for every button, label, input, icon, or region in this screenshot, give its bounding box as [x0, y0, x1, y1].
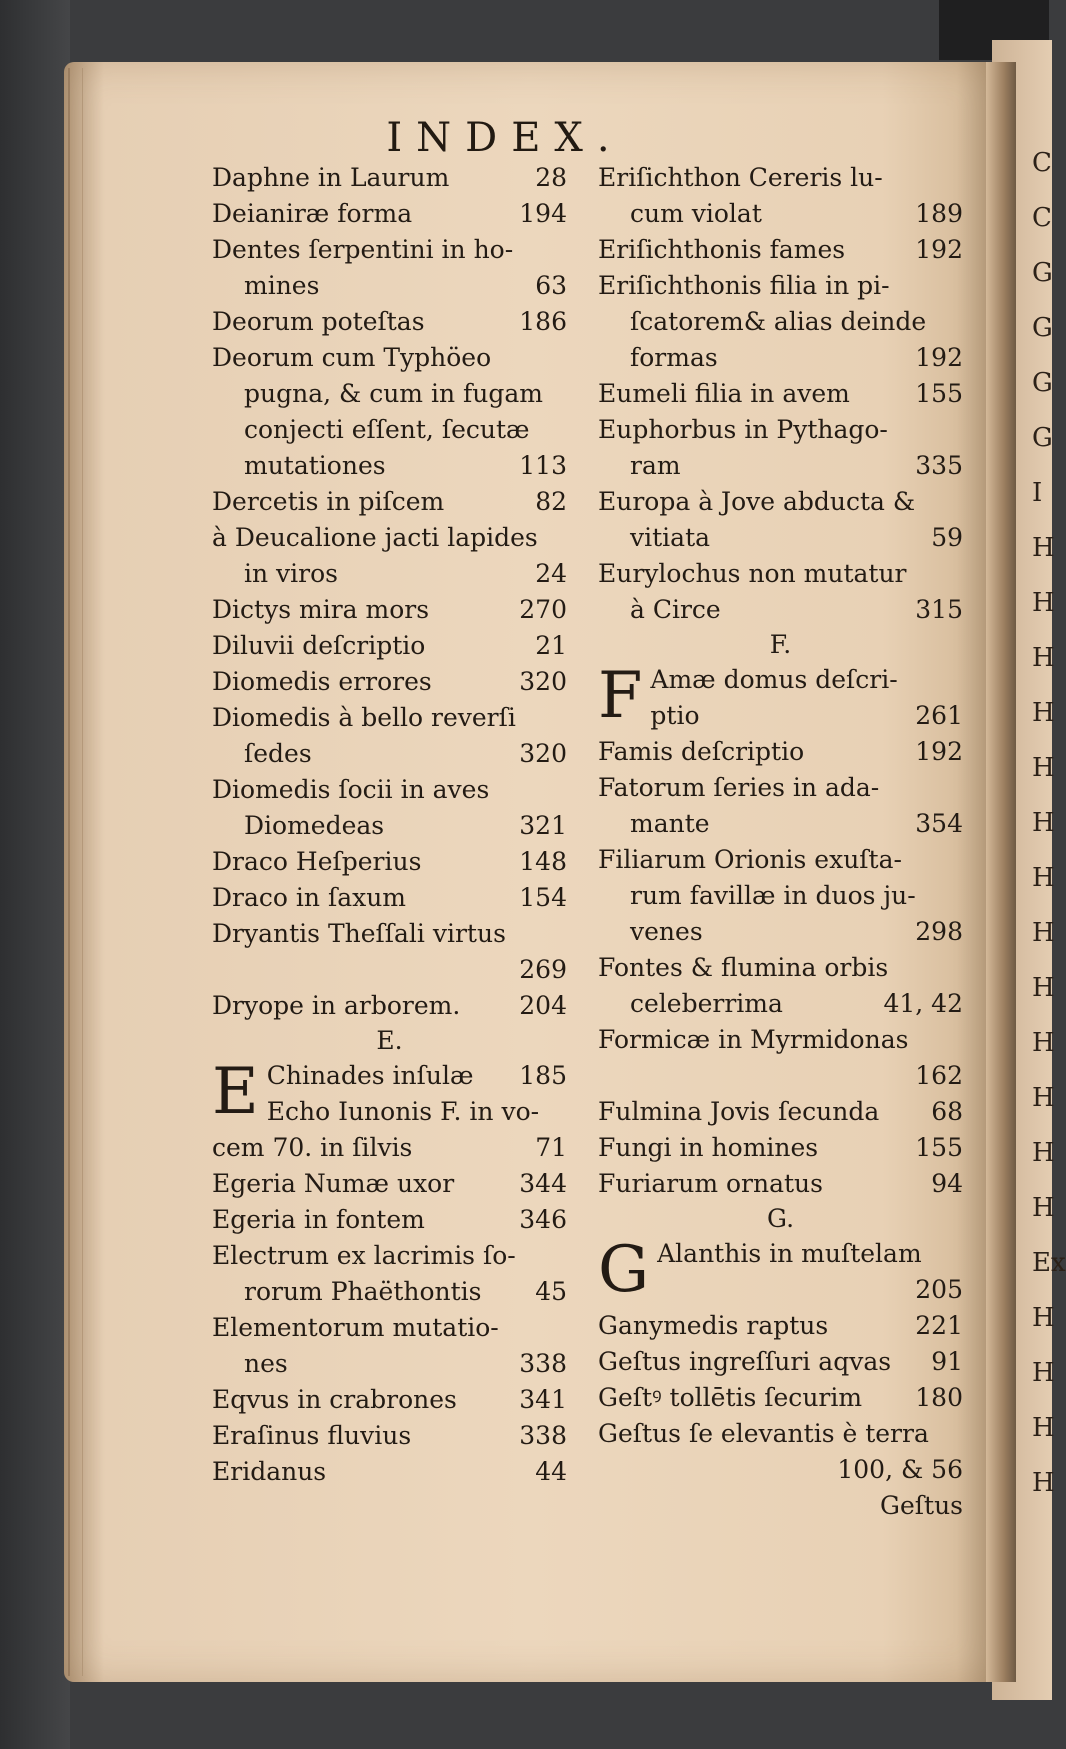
- page-number: 155: [915, 1133, 963, 1162]
- page-number: 24: [535, 559, 567, 588]
- entry-text: Egeria Numæ uxor: [212, 1169, 455, 1198]
- index-entry: [212, 340, 567, 484]
- page-number: 148: [519, 847, 567, 876]
- entry-text: Dictys mira mors: [212, 595, 430, 624]
- page-number: 21: [535, 631, 567, 660]
- page-number: 185: [519, 1061, 567, 1090]
- initial-letter: E: [212, 1055, 259, 1129]
- page-number: 338: [519, 1349, 567, 1378]
- entry-text: Geſtꝰ tollētis ſecurim: [598, 1383, 863, 1412]
- index-entry: [212, 1310, 567, 1382]
- entry-text: Daphne in Laurum: [212, 163, 450, 192]
- entry-text: ſedes: [244, 739, 312, 768]
- entry-text: mines: [244, 271, 320, 300]
- entry-text: Filiarum Orionis exuſta-: [598, 845, 902, 874]
- entry-text: Fungi in homines: [598, 1133, 819, 1162]
- next-page-letter: H: [1032, 918, 1055, 948]
- page-number: 261: [915, 701, 963, 730]
- index-entry: [598, 268, 963, 376]
- next-page-letter: H: [1032, 1028, 1055, 1058]
- entry-text: Egeria in fontem: [212, 1205, 425, 1234]
- index-entry: [598, 160, 963, 232]
- page-number: 192: [915, 235, 963, 264]
- next-page-letter: G: [1032, 423, 1053, 453]
- entry-text: [212, 952, 567, 988]
- entry-text: Diomedis errores: [212, 667, 432, 696]
- index-entry: [598, 1380, 963, 1416]
- entry-text: Eridanus: [212, 1457, 327, 1486]
- entry-text: Ganymedis raptus: [598, 1311, 829, 1340]
- entry-text: Fulmina Jovis ſecunda: [598, 1097, 880, 1126]
- entry-text: à Deucalione jacti lapides: [212, 523, 538, 552]
- next-page-letter: H: [1032, 753, 1055, 783]
- entry-text: Geſtus ſe elevantis è terra: [598, 1419, 929, 1448]
- page-number: 113: [519, 451, 567, 480]
- entry-text: Dentes ſerpentini in ho-: [212, 235, 514, 264]
- page-number: 346: [519, 1205, 567, 1234]
- index-entry: [598, 1233, 963, 1308]
- entry-text: Eriſichthon Cereris lu-: [598, 163, 883, 192]
- letter-heading: E.: [376, 1026, 403, 1055]
- entry-text: Fatorum ſeries in ada-: [598, 773, 880, 802]
- page-number: 71: [535, 1133, 567, 1162]
- entry-text: Deorum cum Typhöeo: [212, 343, 492, 372]
- index-entry: [598, 770, 963, 842]
- entry-text: mante: [630, 809, 710, 838]
- letter-heading: G.: [766, 1204, 795, 1233]
- page-title: INDEX.: [386, 115, 624, 161]
- index-entry: [598, 1166, 963, 1202]
- index-entry: [598, 1416, 963, 1488]
- index-entry: [598, 1308, 963, 1344]
- next-page-letter: Ex: [1032, 1248, 1066, 1278]
- page-number: Geſtus: [880, 1491, 963, 1520]
- entry-text: Euphorbus in Pythago-: [598, 415, 888, 444]
- entry-text: Draco in ſaxum: [212, 883, 407, 912]
- entry-text: Europa à Jove abducta &: [598, 487, 916, 516]
- entry-text: formas: [630, 343, 718, 372]
- entry-text: Dryope in arborem.: [212, 991, 461, 1020]
- index-entry: [212, 592, 567, 628]
- index-entry: [212, 1418, 567, 1454]
- index-entry: [598, 556, 963, 628]
- entry-text: Furiarum ornatus: [598, 1169, 823, 1198]
- page-number: 82: [535, 487, 567, 516]
- entry-text: Electrum ex lacrimis ſo-: [212, 1241, 516, 1270]
- page-number: 205: [915, 1275, 963, 1304]
- next-page-letter: H: [1032, 533, 1055, 563]
- next-page-letter: G: [1032, 258, 1053, 288]
- next-page-letter: H: [1032, 973, 1055, 1003]
- entry-text: rorum Phaëthontis: [244, 1277, 482, 1306]
- entry-text: Dryantis Theſſali virtus: [212, 919, 506, 948]
- index-entry: [212, 1238, 567, 1310]
- next-page-letter: G: [1032, 313, 1053, 343]
- index-entry: [598, 659, 963, 734]
- page-number: 180: [915, 1383, 963, 1412]
- entry-text: ſcatorem& alias deinde: [630, 307, 927, 336]
- entry-text: Eqvus in crabrones: [212, 1385, 457, 1414]
- index-entry: [598, 232, 963, 268]
- entry-text: Diomedeas: [244, 811, 385, 840]
- entry-text: Alanthis in muſtelam: [657, 1239, 922, 1268]
- index-entry: [212, 1202, 567, 1238]
- entry-text: Fontes & flumina orbis: [598, 953, 889, 982]
- entry-text: conjecti eſſent, ſecutæ: [244, 415, 530, 444]
- page-number: 320: [519, 739, 567, 768]
- index-entry: [598, 1094, 963, 1130]
- entry-text: venes: [630, 917, 703, 946]
- page-number: 28: [535, 163, 567, 192]
- page-number: 94: [931, 1169, 963, 1198]
- index-entry: [598, 842, 963, 950]
- page-number: 344: [519, 1169, 567, 1198]
- entry-text: mutationes: [244, 451, 386, 480]
- entry-text: Echo Iunonis F. in vo-: [266, 1097, 540, 1126]
- next-page-letter: H: [1032, 698, 1055, 728]
- index-entry: [598, 1022, 963, 1094]
- index-entry: [212, 664, 567, 700]
- next-page-letter: H: [1032, 863, 1055, 893]
- letter-heading: F.: [769, 630, 792, 659]
- next-page-letter: H: [1032, 1468, 1055, 1498]
- page-number: 59: [931, 523, 963, 552]
- page-number: 44: [535, 1457, 567, 1486]
- page-number: 154: [519, 883, 567, 912]
- page-number: 192: [915, 343, 963, 372]
- entry-text: Amæ domus deſcri-: [650, 665, 898, 694]
- entry-text: Famis deſcriptio: [598, 737, 805, 766]
- entry-text: Dercetis in piſcem: [212, 487, 445, 516]
- index-entry: [212, 1382, 567, 1418]
- entry-text: Diomedis à bello reverſi: [212, 703, 516, 732]
- index-entry: [598, 950, 963, 1022]
- page-number: 186: [519, 307, 567, 336]
- entry-text: [598, 1058, 963, 1094]
- next-page-letter: H: [1032, 808, 1055, 838]
- entry-text: Eumeli filia in avem: [598, 379, 850, 408]
- page-number: 320: [519, 667, 567, 696]
- entry-text: [598, 1272, 963, 1308]
- index-entry: [598, 376, 963, 412]
- page-number: 155: [915, 379, 963, 408]
- background-left: [0, 0, 70, 1749]
- page-number: 269: [519, 955, 567, 984]
- page-number: 298: [915, 917, 963, 946]
- index-entry: [212, 1166, 567, 1202]
- entry-text: Diluvii deſcriptio: [212, 631, 426, 660]
- index-entry: [212, 484, 567, 520]
- entry-text: celeberrima: [630, 989, 783, 1018]
- index-column-right: [598, 160, 963, 1524]
- entry-text: à Circe: [630, 595, 721, 624]
- next-page-letter: H: [1032, 643, 1055, 673]
- next-page-letter: H: [1032, 1083, 1055, 1113]
- page-number: 315: [915, 595, 963, 624]
- entry-text: Eriſichthonis fames: [598, 235, 846, 264]
- entry-text: Diomedis ſocii in aves: [212, 775, 490, 804]
- page-number: 192: [915, 737, 963, 766]
- index-entry: [212, 916, 567, 988]
- next-page-letter: G: [1032, 368, 1053, 398]
- entry-text: cem 70. in ſilvis: [212, 1133, 413, 1162]
- page-number: 68: [931, 1097, 963, 1126]
- next-page-letter: C: [1032, 203, 1052, 233]
- index-entry: [212, 844, 567, 880]
- entry-text: Eraſinus fluvius: [212, 1421, 412, 1450]
- page-number: 162: [915, 1061, 963, 1090]
- entry-text: nes: [244, 1349, 288, 1378]
- next-page-letter: H: [1032, 588, 1055, 618]
- index-entry: [598, 484, 963, 556]
- index-entry: [212, 160, 567, 196]
- next-page-letter: I: [1032, 478, 1043, 508]
- entry-text: Elementorum mutatio-: [212, 1313, 499, 1342]
- entry-text: ptio: [650, 701, 700, 730]
- page-number: 270: [519, 595, 567, 624]
- index-column-left: [212, 160, 567, 1490]
- index-entry: [598, 1488, 963, 1524]
- index-entry: [598, 1344, 963, 1380]
- page-number: 194: [519, 199, 567, 228]
- entry-text: Chinades inſulæ: [266, 1061, 474, 1090]
- index-entry: [212, 988, 567, 1024]
- index-entry: [212, 304, 567, 340]
- entry-text: in viros: [244, 559, 338, 588]
- entry-text: Eurylochus non mutatur: [598, 559, 907, 588]
- entry-text: Formicæ in Myrmidonas: [598, 1025, 909, 1054]
- index-entry: [212, 880, 567, 916]
- page-number: 100, & 56: [837, 1455, 963, 1484]
- page-number: 189: [915, 199, 963, 228]
- page-number: 341: [519, 1385, 567, 1414]
- entry-text: ram: [630, 451, 681, 480]
- page-number: 335: [915, 451, 963, 480]
- entry-text: Draco Heſperius: [212, 847, 422, 876]
- index-entry: [212, 1055, 567, 1166]
- page-number: 45: [535, 1277, 567, 1306]
- entry-text: rum favillæ in duos ju-: [630, 881, 916, 910]
- entry-text: vitiata: [630, 523, 711, 552]
- entry-text: Deianiræ forma: [212, 199, 413, 228]
- index-entry: [598, 734, 963, 770]
- page-number: 338: [519, 1421, 567, 1450]
- initial-letter: G: [598, 1233, 650, 1307]
- entry-text: Deorum poteſtas: [212, 307, 425, 336]
- entry-text: Eriſichthonis filia in pi-: [598, 271, 890, 300]
- next-page-letter: C: [1032, 148, 1052, 178]
- index-entry: [212, 520, 567, 592]
- initial-letter: F: [598, 659, 643, 733]
- next-page-letter: H: [1032, 1138, 1055, 1168]
- page-number: 354: [915, 809, 963, 838]
- page-number: 204: [519, 991, 567, 1020]
- next-page-letter: H: [1032, 1193, 1055, 1223]
- entry-text: Geſtus ingreſſuri aqvas: [598, 1347, 892, 1376]
- page-number: 221: [915, 1311, 963, 1340]
- index-entry: [212, 772, 567, 844]
- index-entry: [212, 700, 567, 772]
- index-entry: [212, 232, 567, 304]
- page-number: 91: [931, 1347, 963, 1376]
- page-number: 41, 42: [883, 989, 963, 1018]
- page-fold: [986, 62, 1016, 1682]
- entry-text: cum violat: [630, 199, 762, 228]
- index-entry: [212, 196, 567, 232]
- next-page-letter: H: [1032, 1413, 1055, 1443]
- index-entry: [598, 412, 963, 484]
- entry-text: pugna, & cum in fugam: [244, 379, 543, 408]
- next-page-letter: H: [1032, 1303, 1055, 1333]
- index-entry: [598, 1130, 963, 1166]
- next-page-letter: H: [1032, 1358, 1055, 1388]
- page-number: 63: [535, 271, 567, 300]
- index-entry: [212, 628, 567, 664]
- index-entry: [212, 1454, 567, 1490]
- page-number: 321: [519, 811, 567, 840]
